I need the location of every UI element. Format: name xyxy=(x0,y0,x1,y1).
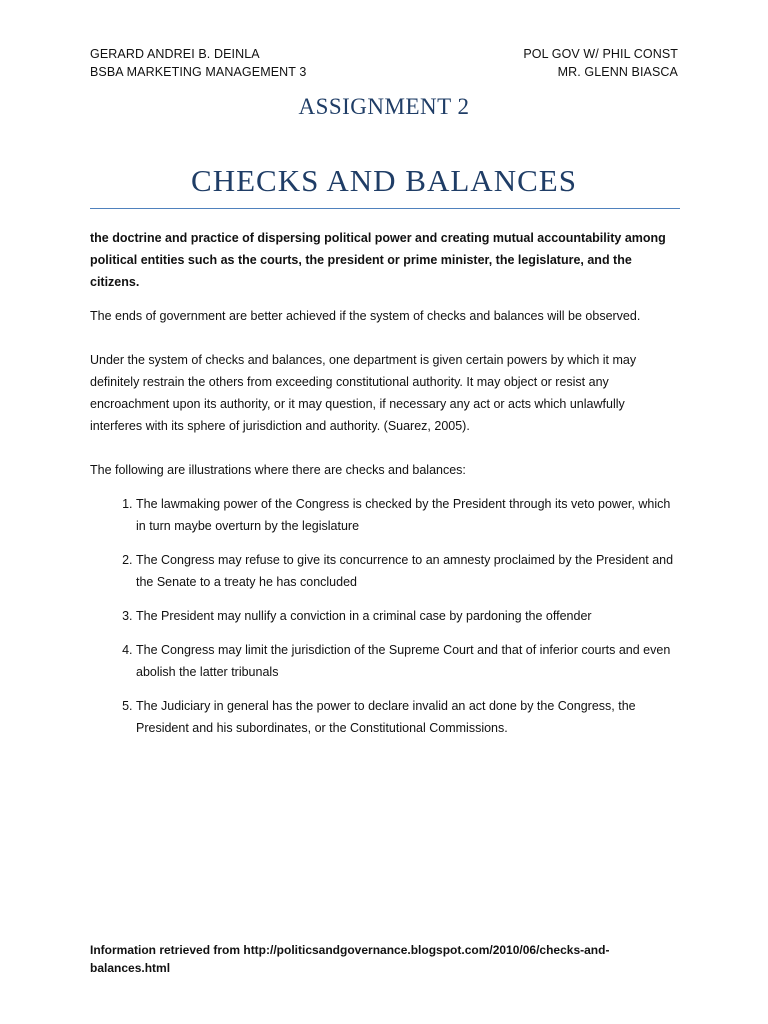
document-body xyxy=(90,227,680,751)
source-citation: Information retrieved from http://politicsandgovernance.blogspot.com/2010/06/checks-and-balances.html xyxy=(90,943,610,975)
title-divider xyxy=(90,208,680,209)
list-item: 2. The Congress may refuse to give its concurrence to an amnesty proclaimed by the President and the Senate to a treaty he has concluded xyxy=(136,549,680,593)
instructor-name: MR. GLENN BIASCA xyxy=(557,65,678,79)
definition-paragraph: the doctrine and practice of dispersing political power and creating mutual accountability among political entities such as the courts, the president or prime minister, the legislature, and the citizens. xyxy=(90,231,666,289)
assignment-title: ASSIGNMENT 2 xyxy=(298,94,470,119)
list-item: 1. The lawmaking power of the Congress is checked by the President through its veto power, which in turn maybe overturn by the legislature xyxy=(136,493,680,537)
list-item: 4. The Congress may limit the jurisdiction of the Supreme Court and that of inferior courts and even abolish the latter tribunals xyxy=(136,639,680,683)
header-row-1 xyxy=(90,45,678,63)
student-name: GERARD ANDREI B. DEINLA xyxy=(90,47,260,61)
list-item: 3. The President may nullify a conviction in a criminal case by pardoning the offender xyxy=(136,605,680,627)
document-header xyxy=(90,45,678,81)
body-paragraph-1: The ends of government are better achieved if the system of checks and balances will be observed. xyxy=(90,309,641,323)
body-paragraph-2: Under the system of checks and balances, one department is given certain powers by which it may definitely restrain the others from exceeding constitutional authority. It may object or resist any encroachment upon its authority, or it may question, if necessary any act or acts which unlawfully interferes with its sphere of jurisdiction and authority. (Suarez, 2005). xyxy=(90,353,637,433)
illustrations-list xyxy=(90,493,680,739)
page-title: CHECKS AND BALANCES xyxy=(191,163,577,198)
student-program: BSBA MARKETING MANAGEMENT 3 xyxy=(90,65,307,79)
course-name: POL GOV W/ PHIL CONST xyxy=(523,47,678,61)
header-row-2 xyxy=(90,63,678,81)
list-item: 5. The Judiciary in general has the power to declare invalid an act done by the Congress, the President and his subordinates, or the Constitutional Commissions. xyxy=(136,695,680,739)
body-paragraph-3: The following are illustrations where there are checks and balances: xyxy=(90,463,466,477)
